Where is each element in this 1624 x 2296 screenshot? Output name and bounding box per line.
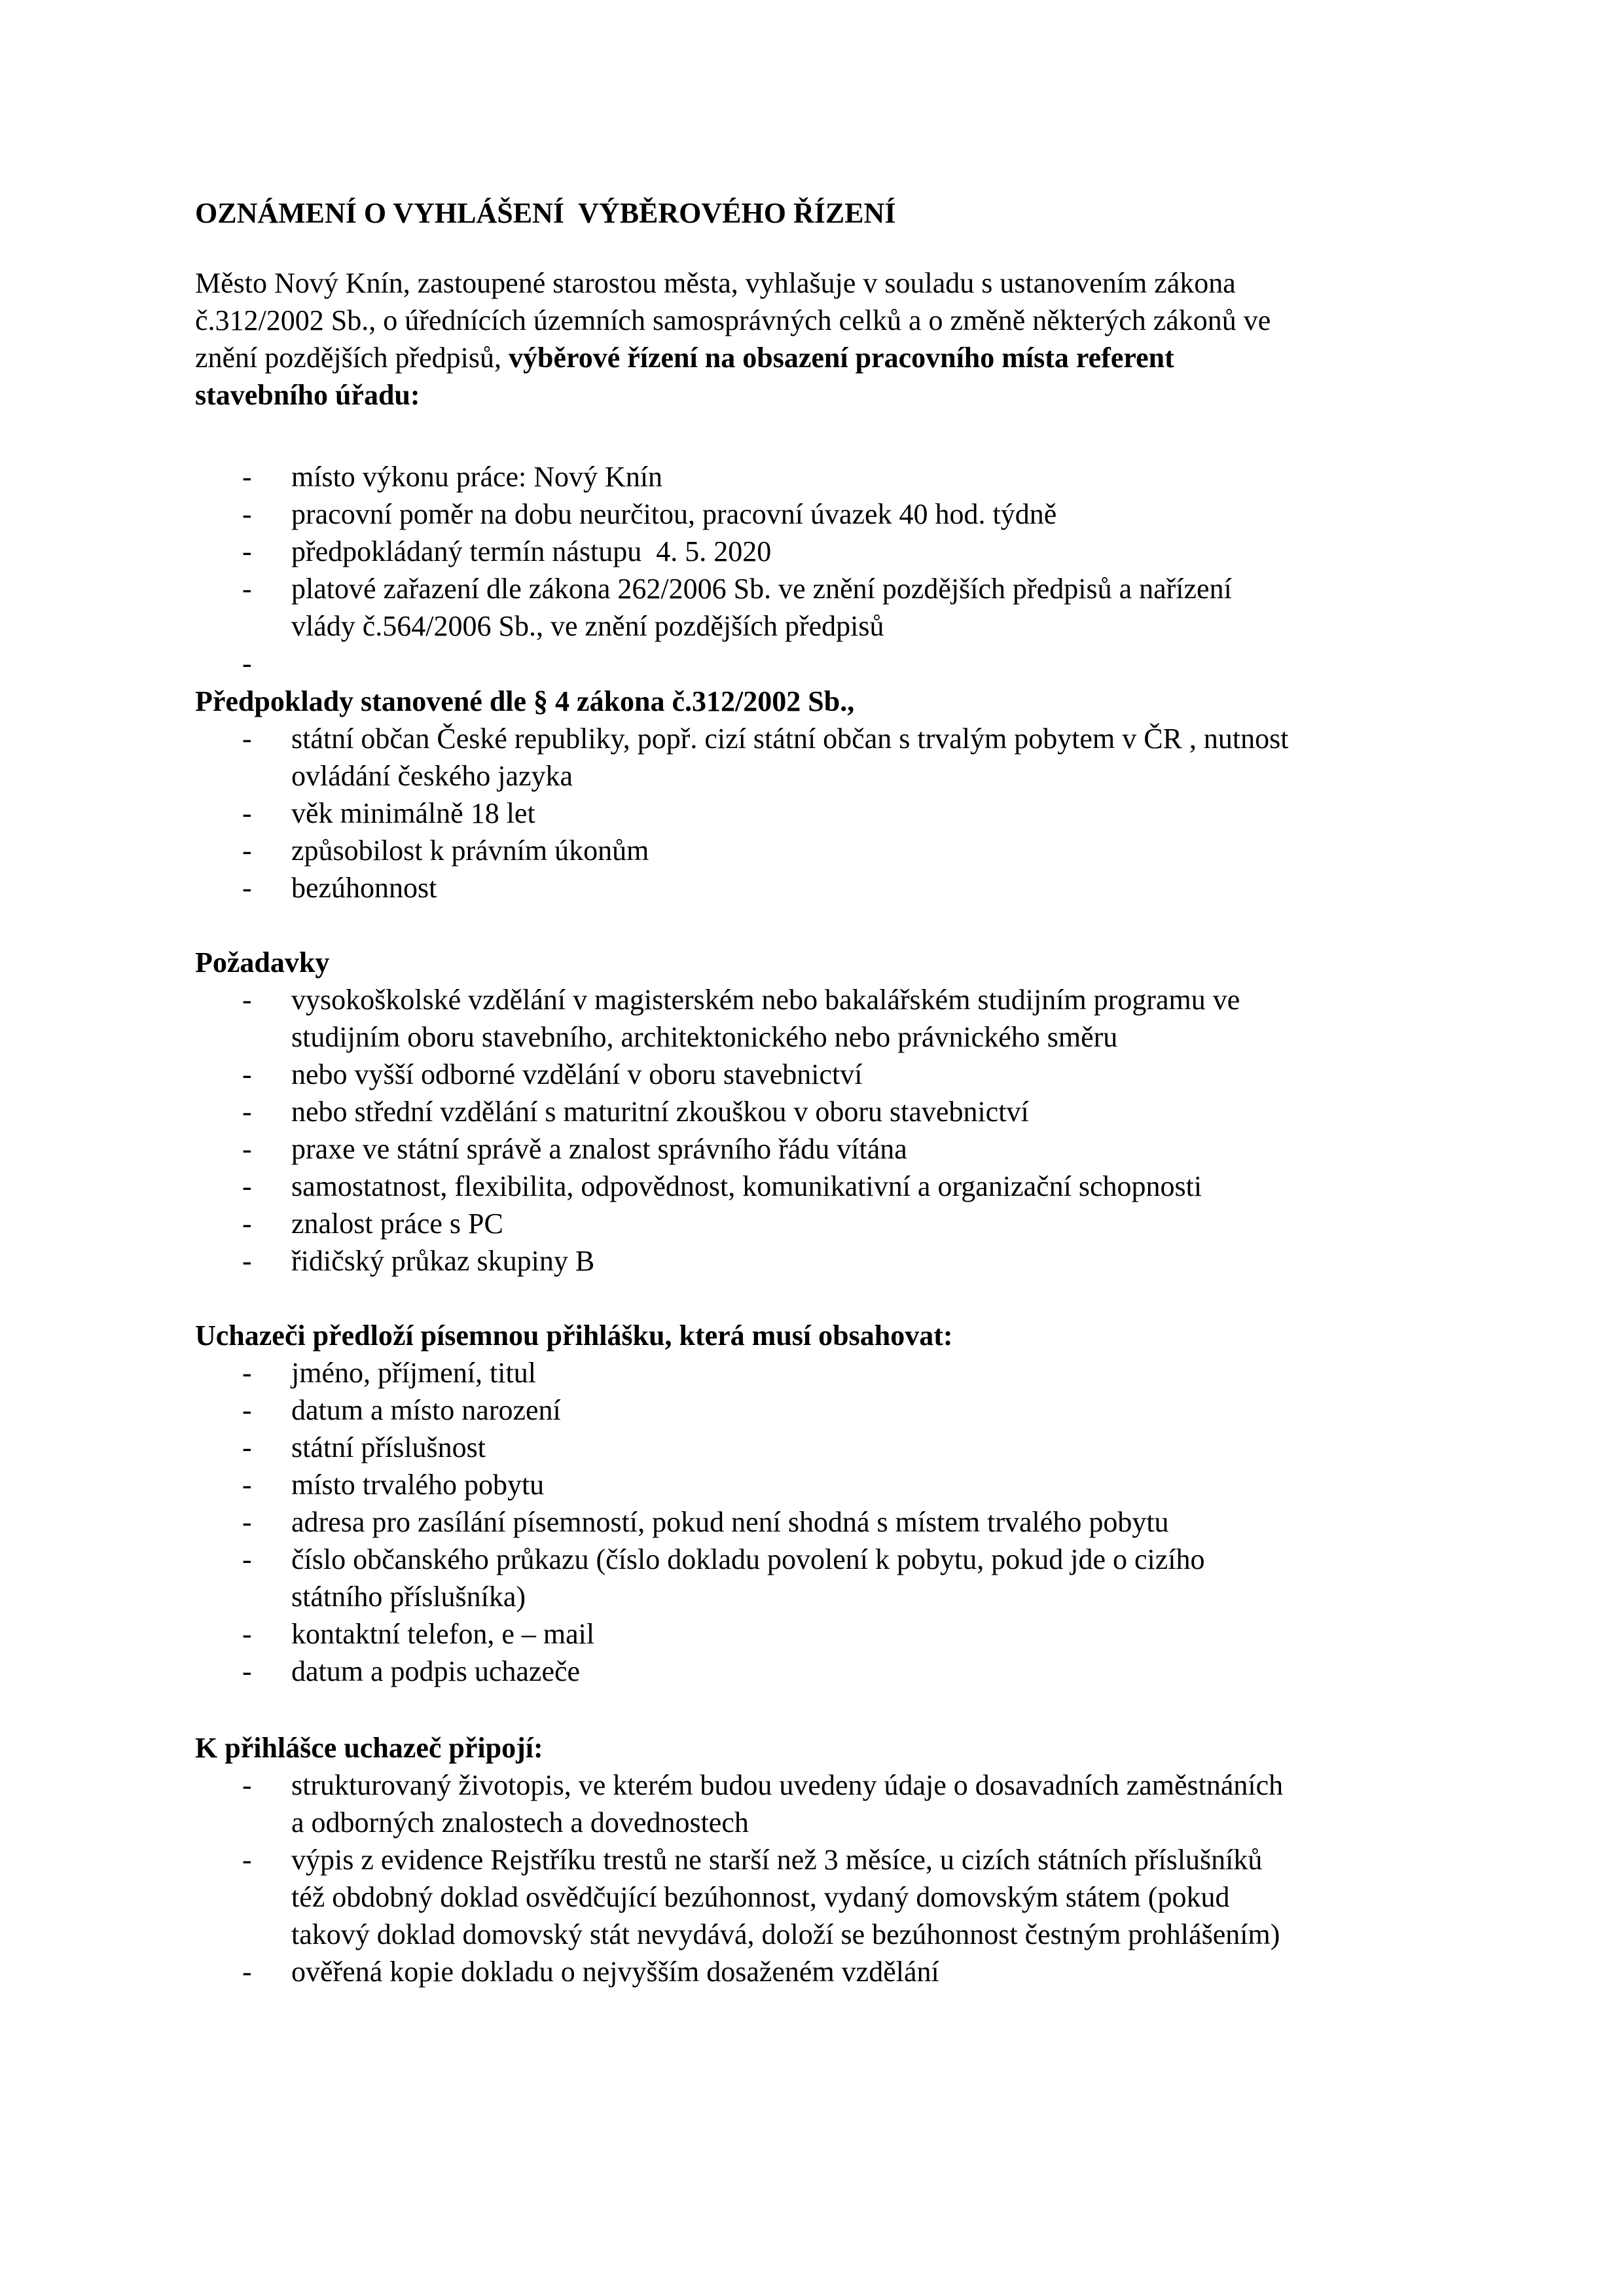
intro-line-3-plain: znění pozdějších předpisů, — [195, 342, 509, 374]
bullet-dash: - — [242, 1655, 252, 1687]
application-contents-list — [195, 1354, 1478, 1690]
bullet-dash: - — [242, 647, 252, 679]
bullet-dash: - — [242, 498, 252, 530]
requirements-list — [195, 981, 1478, 1280]
bullet-dash: - — [242, 1506, 252, 1538]
list-item — [195, 1653, 1478, 1690]
section-heading-application: Uchazeči předloží písemnou přihlášku, která musí obsahovat: — [195, 1319, 953, 1352]
bullet-dash: - — [242, 797, 252, 829]
bullet-dash: - — [242, 1208, 252, 1240]
list-item-text: nebo vyšší odborné vzdělání v oboru stavebnictví — [291, 1058, 863, 1090]
position-details-list — [195, 458, 1478, 679]
list-item — [195, 1168, 1478, 1205]
list-item — [195, 1242, 1478, 1280]
list-item — [195, 495, 1478, 533]
list-item — [195, 1354, 1478, 1391]
intro-line-3-bold: výběrové řízení na obsazení pracovního místa referent — [508, 342, 1174, 374]
prerequisites-list — [195, 720, 1478, 906]
section-heading-prerequisites: Předpoklady stanovené dle § 4 zákona č.312/2002 Sb., — [195, 685, 855, 717]
document-title: OZNÁMENÍ O VYHLÁŠENÍ VÝBĚROVÉHO ŘÍZENÍ — [195, 197, 896, 229]
intro-line-4-bold: stavebního úřadu: — [195, 379, 420, 411]
bullet-dash: - — [242, 1096, 252, 1128]
attachments-list — [195, 1767, 1478, 1990]
list-item — [195, 458, 1478, 495]
list-item — [195, 1056, 1478, 1093]
list-item-text: též obdobný doklad osvědčující bezúhonnost, vydaný domovským státem (pokud — [291, 1881, 1230, 1913]
list-item — [195, 1429, 1478, 1466]
bullet-dash: - — [242, 535, 252, 567]
list-item — [195, 1503, 1478, 1541]
bullet-dash: - — [242, 1394, 252, 1426]
list-item-text: takový doklad domovský stát nevydává, doloží se bezúhonnost čestným prohlášením) — [291, 1918, 1280, 1950]
intro-line-3 — [195, 339, 1478, 376]
list-item-text: ovládání českého jazyka — [291, 760, 573, 792]
list-item — [195, 1466, 1478, 1503]
intro-line-4 — [195, 376, 1478, 414]
list-item — [195, 1093, 1478, 1130]
bullet-dash: - — [242, 573, 252, 605]
list-item-text: bezúhonnost — [291, 872, 437, 904]
list-item — [195, 720, 1478, 795]
list-item — [195, 981, 1478, 1056]
intro-line-1: Město Nový Knín, zastoupené starostou města, vyhlašuje v souladu s ustanovením zákona — [195, 267, 1236, 299]
bullet-dash: - — [242, 1844, 252, 1876]
intro-line-2: č.312/2002 Sb., o úřednících územních samosprávných celků a o změně některých zákonů ve — [195, 304, 1271, 336]
list-item-text: řidičský průkaz skupiny B — [291, 1245, 595, 1277]
list-item-text: studijním oboru stavebního, architektonického nebo právnického směru — [291, 1021, 1118, 1053]
list-item — [195, 832, 1478, 869]
list-item — [195, 1391, 1478, 1429]
bullet-dash: - — [242, 1431, 252, 1463]
bullet-dash: - — [242, 723, 252, 755]
list-item — [195, 1541, 1478, 1615]
list-item — [195, 1767, 1478, 1841]
list-item-text: nebo střední vzdělání s maturitní zkouškou v oboru stavebnictví — [291, 1096, 1029, 1128]
list-item-text: státní občan České republiky, popř. cizí státní občan s trvalým pobytem v ČR , nutnost — [291, 723, 1289, 755]
list-item-text: státního příslušníka) — [291, 1581, 526, 1613]
list-item-text: jméno, příjmení, titul — [291, 1357, 536, 1389]
section-heading-requirements: Požadavky — [195, 946, 330, 978]
bullet-dash: - — [242, 1956, 252, 1988]
list-item — [195, 1841, 1478, 1953]
list-item-text: číslo občanského průkazu (číslo dokladu povolení k pobytu, pokud jde o cizího — [291, 1543, 1205, 1575]
list-item — [195, 795, 1478, 832]
list-item-text: platové zařazení dle zákona 262/2006 Sb. ve znění pozdějších předpisů a nařízení — [291, 573, 1232, 605]
section-heading-attachments: K přihlášce uchazeč připojí: — [195, 1732, 543, 1764]
list-item — [195, 570, 1478, 645]
list-item-text: státní příslušnost — [291, 1431, 486, 1463]
bullet-dash: - — [242, 1245, 252, 1277]
bullet-dash: - — [242, 1543, 252, 1575]
bullet-dash: - — [242, 1170, 252, 1202]
list-item-text: a odborných znalostech a dovednostech — [291, 1806, 749, 1839]
bullet-dash: - — [242, 1133, 252, 1165]
intro-paragraph — [195, 264, 1478, 414]
list-item-text: datum a podpis uchazeče — [291, 1655, 581, 1687]
bullet-dash: - — [242, 984, 252, 1016]
list-item-text: vlády č.564/2006 Sb., ve znění pozdějších předpisů — [291, 610, 884, 642]
list-item — [195, 1205, 1478, 1242]
list-item-text: datum a místo narození — [291, 1394, 561, 1426]
bullet-dash: - — [242, 1058, 252, 1090]
list-item-text: věk minimálně 18 let — [291, 797, 535, 829]
list-item-text: ověřená kopie dokladu o nejvyšším dosaženém vzdělání — [291, 1956, 939, 1988]
list-item-text: předpokládaný termín nástupu 4. 5. 2020 — [291, 535, 772, 567]
list-item-text: kontaktní telefon, e – mail — [291, 1618, 595, 1650]
list-item — [195, 1130, 1478, 1168]
list-item-text: pracovní poměr na dobu neurčitou, pracovní úvazek 40 hod. týdně — [291, 498, 1057, 530]
list-item-text: způsobilost k právním úkonům — [291, 834, 649, 867]
bullet-dash: - — [242, 872, 252, 904]
list-item — [195, 1615, 1478, 1653]
list-item-text: místo trvalého pobytu — [291, 1469, 545, 1501]
list-item-text: výpis z evidence Rejstříku trestů ne starší než 3 měsíce, u cizích státních příslušníků — [291, 1844, 1263, 1876]
list-item-text: znalost práce s PC — [291, 1208, 503, 1240]
list-item-text: praxe ve státní správě a znalost správního řádu vítána — [291, 1133, 907, 1165]
list-item-text: adresa pro zasílání písemností, pokud není shodná s místem trvalého pobytu — [291, 1506, 1169, 1538]
list-item-text: místo výkonu práce: Nový Knín — [291, 461, 663, 493]
list-item — [195, 869, 1478, 906]
bullet-dash: - — [242, 1769, 252, 1801]
list-item-text: strukturovaný životopis, ve kterém budou uvedeny údaje o dosavadních zaměstnáních — [291, 1769, 1284, 1801]
list-item — [195, 1953, 1478, 1990]
bullet-dash: - — [242, 834, 252, 867]
bullet-dash: - — [242, 461, 252, 493]
bullet-dash: - — [242, 1618, 252, 1650]
list-item-text: vysokoškolské vzdělání v magisterském nebo bakalářském studijním programu ve — [291, 984, 1240, 1016]
list-item — [195, 533, 1478, 570]
list-item-text: samostatnost, flexibilita, odpovědnost, komunikativní a organizační schopnosti — [291, 1170, 1202, 1202]
bullet-dash: - — [242, 1357, 252, 1389]
bullet-dash: - — [242, 1469, 252, 1501]
